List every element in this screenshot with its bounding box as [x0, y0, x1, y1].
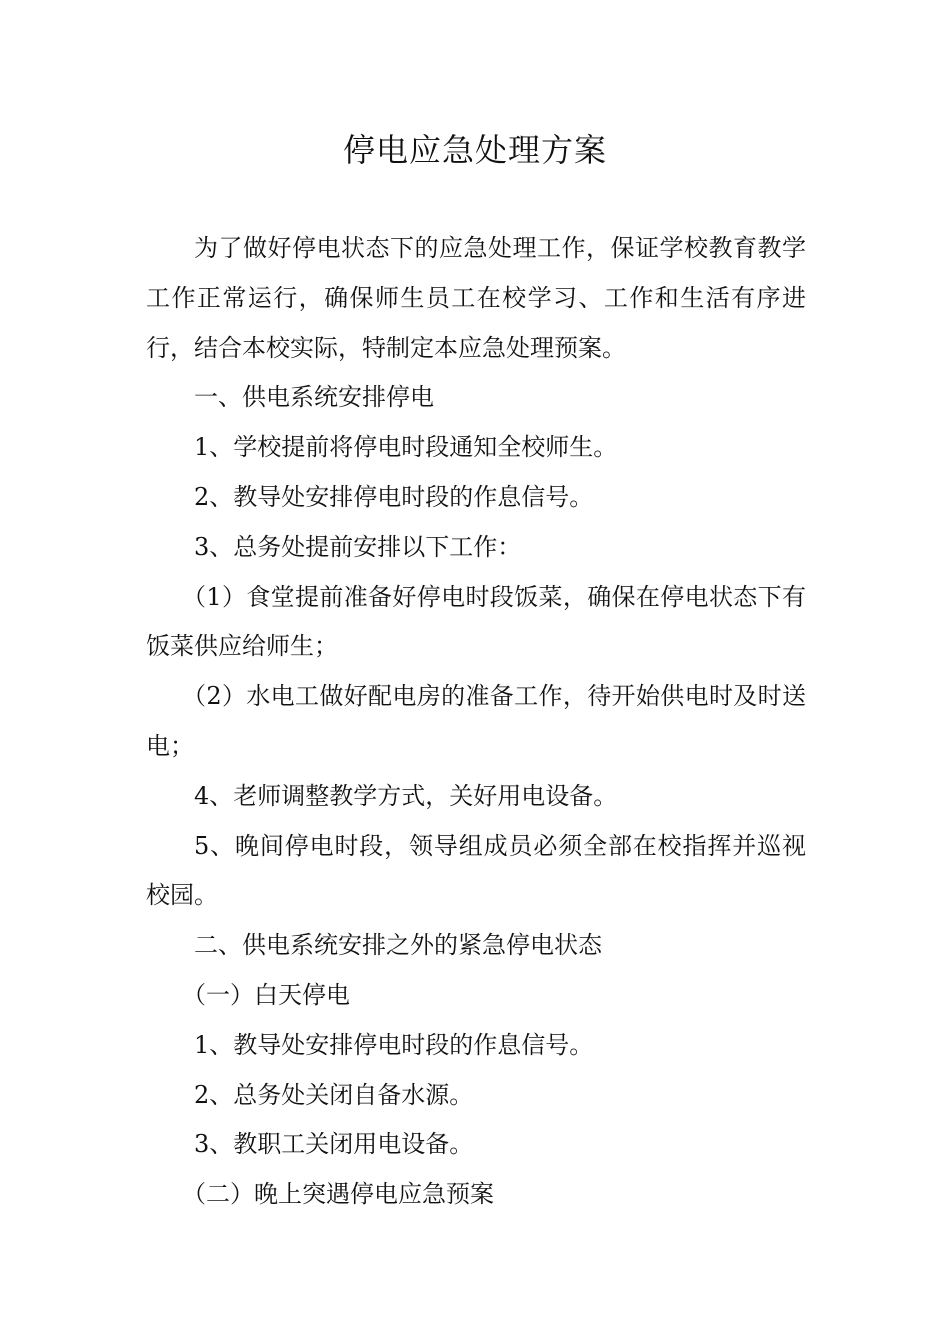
- list-item: 2、总务处关闭自备水源。: [194, 1080, 474, 1109]
- section-heading-2: 二、供电系统安排之外的紧急停电状态: [194, 931, 602, 960]
- document-body: [146, 224, 806, 1220]
- paragraph-intro: 为了做好停电状态下的应急处理工作，保证学校教育教学工作正常运行，确保师生员工在校学习、工作和生活有序进行，结合本校实际，特制定本应急处理预案。: [146, 234, 806, 362]
- sub-list-item: （2）水电工做好配电房的准备工作，待开始供电时及时送电；: [146, 682, 806, 760]
- list-item: 2、教导处安排停电时段的作息信号。: [194, 482, 594, 511]
- subsection-heading: （二）晚上突遇停电应急预案: [182, 1180, 494, 1209]
- list-item: 1、教导处安排停电时段的作息信号。: [194, 1030, 594, 1059]
- subsection-heading: （一）白天停电: [182, 980, 350, 1009]
- list-item: 5、晚间停电时段，领导组成员必须全部在校指挥并巡视校园。: [146, 831, 806, 910]
- sub-list-item: （1）食堂提前准备好停电时段饭菜，确保在停电状态下有饭菜供应给师生；: [146, 582, 806, 661]
- section-heading-1: 一、供电系统安排停电: [194, 383, 434, 412]
- document-title: 停电应急处理方案: [342, 131, 607, 169]
- list-item: 3、教职工关闭用电设备。: [194, 1130, 474, 1159]
- list-item: 3、总务处提前安排以下工作：: [194, 532, 522, 561]
- list-item: 1、学校提前将停电时段通知全校师生。: [194, 433, 618, 462]
- list-item: 4、老师调整教学方式，关好用电设备。: [194, 781, 618, 810]
